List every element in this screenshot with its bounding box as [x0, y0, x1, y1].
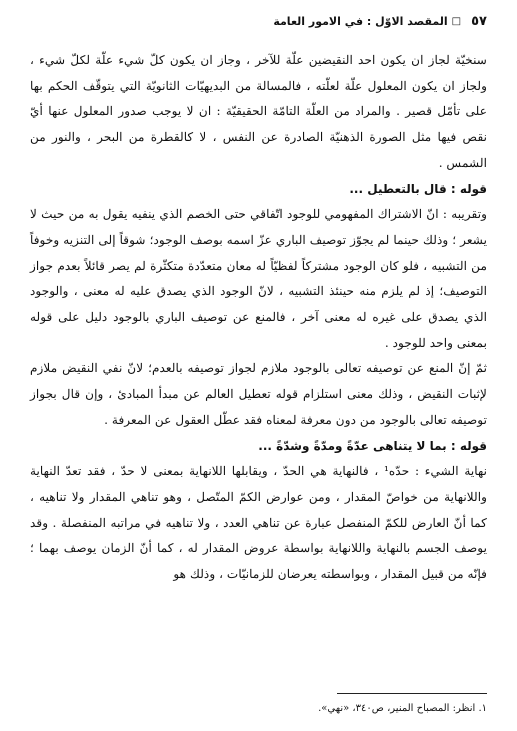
- header-separator-icon: □: [451, 16, 462, 27]
- paragraph-3: ثمّ إنّ المنع عن توصيفه تعالى بالوجود ملازم لجواز توصيفه بالعدم؛ لانّ نفي النقيض ملازم لإثبات النقيض ، وذلك معنى استلزام قوله تعطيل العالم عن مبدأ المبادئ ، وإن قال بجواز توصيفه تعالى بالوجود من دون معرفة لمعناه فقد عطّل العقول عن المعرفة .: [30, 361, 487, 427]
- qawl-heading-2: قوله : بما لا يتناهى عدّةً ومدّةً وشدّةً ...: [258, 438, 487, 453]
- paragraph-2: وتقريبه : انّ الاشتراك المفهومي للوجود اتّفاقي حتى الخصم الذي ينفيه يقول به من حيث لا يشعر ؛ وذلك حينما لم يجوّز توصيف الباري عزّ اسمه بوصف الوجود؛ شوقاً إلى التنزيه وخوفاً من التشبيه ، فلو كان الوجود مشتركاً لفظيّاً له معان متعدّدة متكثّرة لم يصر قائلاً بعدم جواز التوصيف؛ إذ لم يلزم منه حينئذ التشبيه ، لانّ الوجود الذي يصدق عليه له معنى ، والوجود الذي يصدق على غيره له معنى آخر ، فالمنع عن توصيف الباري بالوجود دليل على قوله بمعنى واحد للوجود .: [30, 207, 487, 350]
- qawl-heading-1: قوله : قال بالتعطيل ...: [349, 181, 487, 196]
- paragraph-1: سنخيّة لجاز ان يكون احد النقيضين علّة للآخر ، وجاز ان يكون كلّ شيء علّة لكلّ شيء ، ولجاز ان يكون المعلول علّة لعلّته ، فالمسالة من البديهيّات الثانويّة التي يتوقّف الحكم بها على تأمّل قصير . والمراد من العلّة التامّة الحقيقيّة : ان لا يوجب صدور المعلول عنها أيّ نقص فيها مثل الصورة الذهنيّة الصادرة عن النفس ، لا كالقطرة من البحر ، والنور من الشمس .: [30, 53, 487, 170]
- footnote: ١. انظر: المصباح المنير، ص٣٤٠، «نهي».: [318, 703, 487, 714]
- footnote-divider: [337, 693, 487, 694]
- paragraph-4: نهاية الشيء : حدّه¹ ، فالنهاية هي الحدّ ، ويقابلها اللانهاية بمعنى لا حدّ ، فقد تعدّ النهاية واللانهاية من خواصّ المقدار ، ومن عوارض الكمّ المتّصل ، وهو تناهي المقدار ولا تناهيه ، كما أنّ العارض للكمّ المنفصل عبارة عن تناهي العدد ، ولا تناهيه في مراتبه المنفصلة . وقد يوصف الجسم بالنهاية واللانهاية بواسطة عروض المقدار له ، كما أنّ الزمان يوصف بهما ؛ فإنّه من قبيل المقدار ، وبواسطته يعرضان للزمانيّات ، وذلك هو: [30, 464, 487, 582]
- main-text: [30, 48, 487, 588]
- page-number: ٥٧: [471, 14, 487, 29]
- running-title: المقصد الاوّل : في الامور العامة: [273, 15, 448, 28]
- page-header: [30, 14, 487, 29]
